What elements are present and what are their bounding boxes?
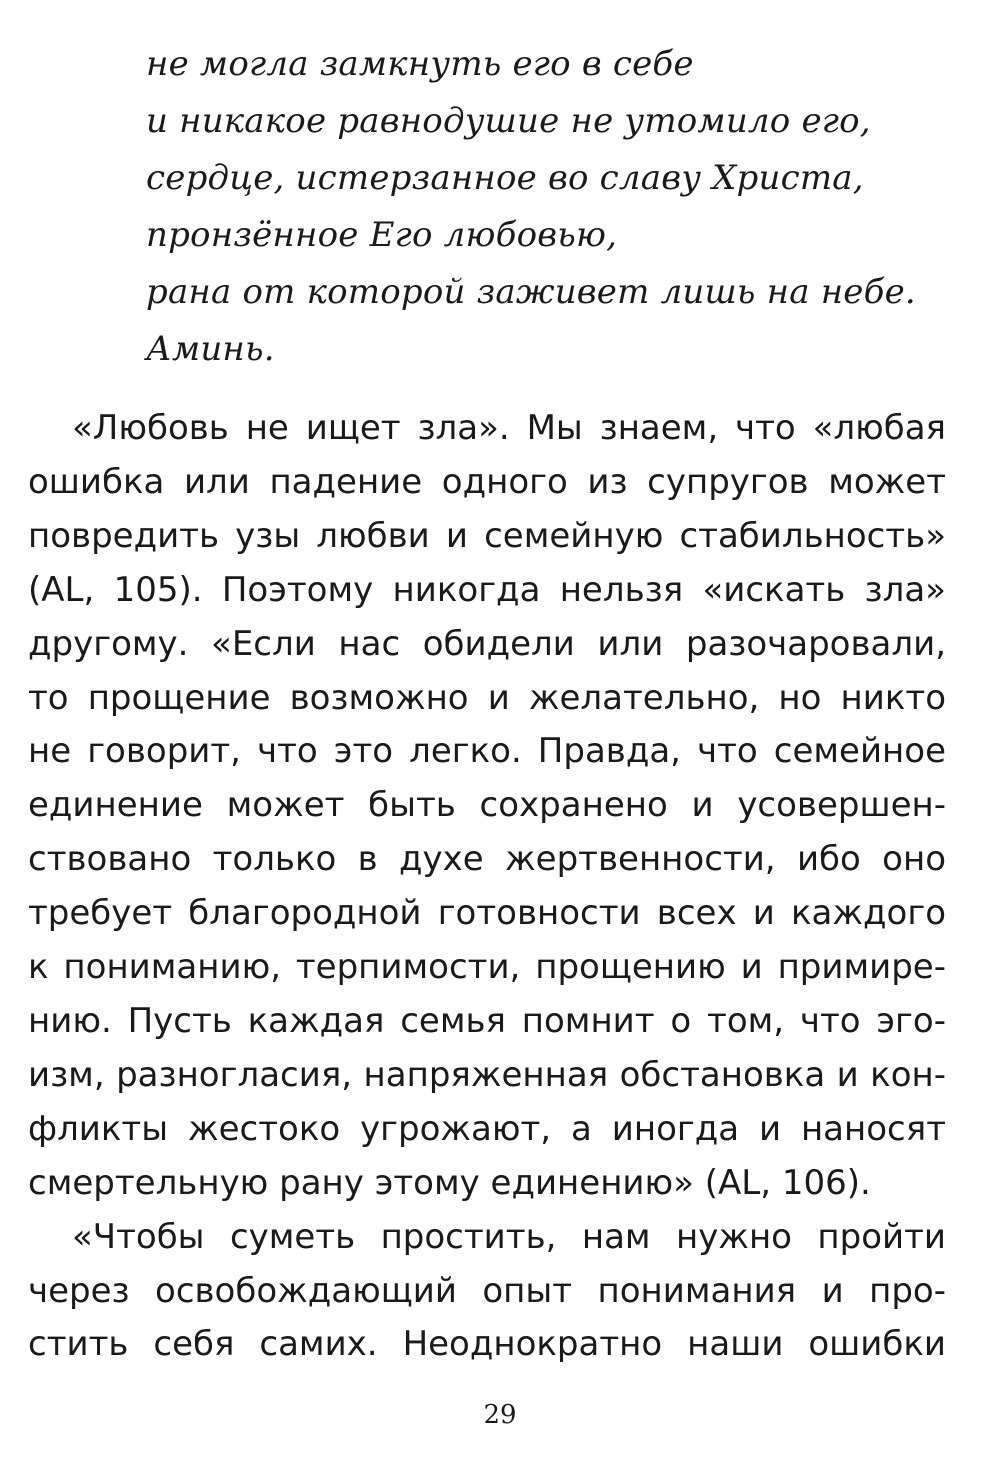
text-line: стить себя самих. Неоднократно наши ошибки <box>28 1324 946 1365</box>
text-line: другому. «Если нас обидели или разочаровали, <box>28 623 946 664</box>
body-text <box>28 402 946 1372</box>
text-line: «Чтобы суметь простить, нам нужно пройти <box>72 1216 946 1257</box>
text-line: единение может быть сохранено и усовершен- <box>28 785 946 826</box>
text-line: повредить узы любви и семейную стабильность» <box>28 515 946 556</box>
text-line: не говорит, что это легко. Правда, что семейное <box>28 731 946 772</box>
text-line: (AL, 105). Поэтому никогда нельзя «искать зла» <box>28 569 946 610</box>
text-line: требует благородной готовности всех и каждого <box>28 893 946 934</box>
paragraph-2 <box>28 1211 946 1373</box>
text-line: ошибка или падение одного из супругов может <box>28 461 946 502</box>
text-line: смертельную рану этому единению» (AL, 106). <box>28 1162 871 1203</box>
poem-line: сердце, истерзанное во славу Христа, <box>146 158 864 198</box>
text-line: нию. Пусть каждая семья помнит о том, что эго- <box>28 1000 946 1041</box>
poem-line: пронзённое Его любовью, <box>146 215 618 255</box>
poem-line: Аминь. <box>146 329 275 369</box>
poem-block <box>146 36 966 378</box>
text-line: изм, разногласия, напряженная обстановка и кон- <box>28 1054 946 1095</box>
text-line: фликты жестоко угрожают, а иногда и наносят <box>28 1108 946 1149</box>
poem-line: не могла замкнуть его в себе <box>146 44 694 84</box>
text-line: к пониманию, терпимости, прощению и примире- <box>28 947 946 988</box>
text-line: то прощение возможно и желательно, но никто <box>28 677 946 718</box>
poem-line: и никакое равнодушие не утомило его, <box>146 101 871 141</box>
text-line: ствовано только в духе жертвенности, ибо оно <box>28 839 946 880</box>
paragraph-1 <box>28 402 946 1211</box>
poem-line: рана от которой заживет лишь на небе. <box>146 272 916 312</box>
page-number: 29 <box>483 1400 517 1430</box>
text-line: «Любовь не ищет зла». Мы знаем, что «любая <box>72 408 946 448</box>
text-line: через освобождающий опыт понимания и про- <box>28 1270 946 1311</box>
